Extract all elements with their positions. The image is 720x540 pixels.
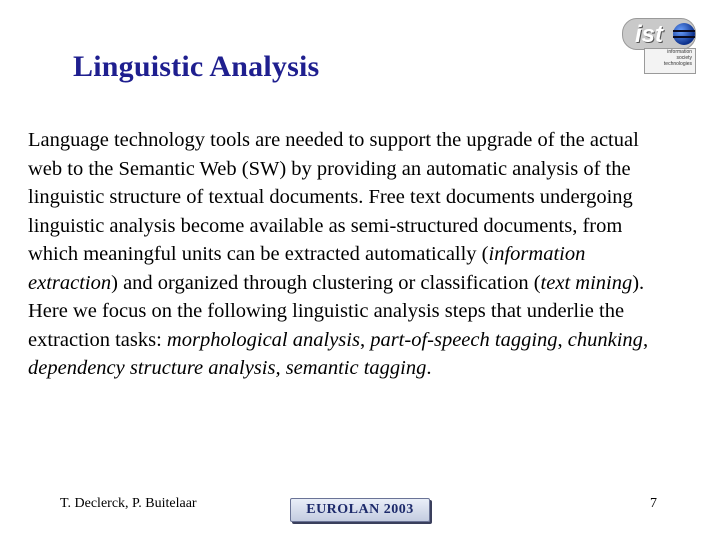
slide-title: Linguistic Analysis (73, 50, 320, 83)
globe-icon (673, 23, 695, 45)
logo-text: ist (635, 21, 664, 48)
body-paragraph: Language technology tools are needed to support the upgrade of the actual web to the Semantic Web (SW) by providing an automatic analysis of the linguistic structure of textual documents. Free text documents undergoing linguistic analysis become available as semi-structured documents, from which meaningful units can be extracted automatically (information extraction) and organized through clustering or classification (text mining). Here we focus on the following linguistic analysis steps that underlie the extraction tasks: morphological analysis, part-of-speech tagging, chunking, dependency structure analysis, semantic tagging. (28, 129, 649, 379)
logo-banner (622, 18, 696, 50)
page-number: 7 (650, 496, 657, 511)
logo-subtext: information society technologies (644, 48, 696, 74)
badge-label: EUROLAN 2003 (306, 502, 414, 517)
ist-logo (618, 16, 698, 74)
footer-authors: T. Declerck, P. Buitelaar (60, 496, 197, 511)
eurolan-badge (290, 498, 430, 522)
